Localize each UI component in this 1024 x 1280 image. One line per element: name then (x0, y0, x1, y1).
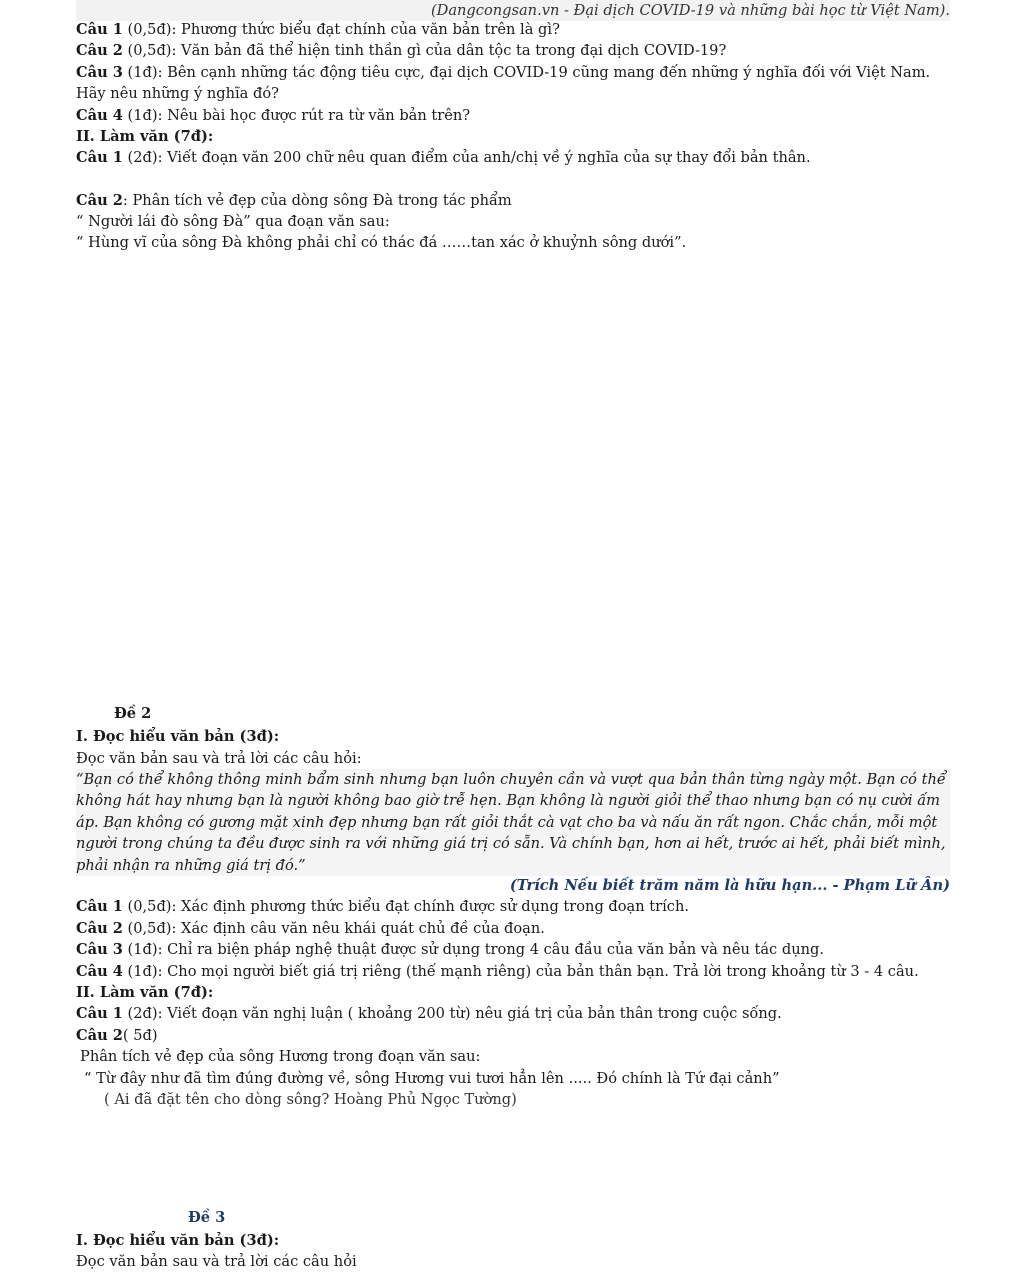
question-text: (1đ): Nêu bài học được rút ra từ văn bản trên? (122, 107, 471, 124)
question-label: Câu 3 (76, 941, 123, 958)
question-label: Câu 4 (76, 107, 123, 124)
question-label: Câu 2 (76, 192, 123, 209)
question-text: (0,5đ): Văn bản đã thể hiện tinh thần gì của dân tộc ta trong đại dịch COVID-19? (122, 42, 727, 59)
de1-question-2 (76, 40, 950, 61)
de2-writing-question-2-excerpt: “ Từ đây như đã tìm đúng đường về, sông Hương vui tươi hẳn lên ..... Đó chính là Tứ đại cảnh” (84, 1070, 780, 1087)
de2-section-writing-heading: II. Làm văn (7đ): (76, 984, 214, 1001)
de2-section-reading-heading: I. Đọc hiểu văn bản (3đ): (76, 728, 280, 745)
de2-question-3 (76, 939, 950, 960)
de3-instruction: Đọc văn bản sau và trả lời các câu hỏi (76, 1253, 357, 1270)
de1-writing-question-2-line2: “ Người lái đò sông Đà” qua đoạn văn sau: (76, 213, 390, 230)
question-text: (0,5đ): Xác định câu văn nêu khái quát chủ đề của đoạn. (122, 920, 545, 937)
de1-question-4 (76, 105, 950, 126)
question-label: Câu 4 (76, 963, 123, 980)
de3-title: Đề 3 (188, 1209, 226, 1226)
de2-instruction: Đọc văn bản sau và trả lời các câu hỏi: (76, 750, 362, 767)
question-text: (2đ): Viết đoạn văn 200 chữ nêu quan điểm của anh/chị về ý nghĩa của sự thay đổi bản thân. (122, 149, 811, 166)
de1-writing-question-1 (76, 147, 950, 168)
question-text: (0,5đ): Phương thức biểu đạt chính của văn bản trên là gì? (122, 21, 560, 38)
question-label: Câu 2 (76, 42, 123, 59)
de2-writing-question-2-line2: Phân tích vẻ đẹp của sông Hương trong đoạn văn sau: (80, 1048, 481, 1065)
question-label: Câu 1 (76, 898, 123, 915)
de2-question-4 (76, 961, 950, 982)
question-label: Câu 2 (76, 920, 123, 937)
question-text: ( 5đ) (122, 1027, 158, 1044)
question-text: (0,5đ): Xác định phương thức biểu đạt chính được sử dụng trong đoạn trích. (122, 898, 690, 915)
question-label: Câu 2 (76, 1027, 123, 1044)
de1-question-1 (76, 19, 950, 40)
question-text: (2đ): Viết đoạn văn nghị luận ( khoảng 200 từ) nêu giá trị của bản thân trong cuộc sống. (122, 1005, 782, 1022)
question-text: (1đ): Bên cạnh những tác động tiêu cực, đại dịch COVID-19 cũng mang đến những ý nghĩa đối với Việt Nam. Hãy nêu những ý nghĩa đó? (76, 64, 931, 103)
de2-writing-question-1 (76, 1003, 950, 1024)
question-label: Câu 1 (76, 21, 123, 38)
question-label: Câu 3 (76, 64, 123, 81)
de2-citation: (Trích Nếu biết trăm năm là hữu hạn... - Phạm Lữ Ân) (509, 877, 950, 894)
question-text: (1đ): Chỉ ra biện pháp nghệ thuật được sử dụng trong 4 câu đầu của văn bản và nêu tác dụng. (122, 941, 824, 958)
de3-section-reading-heading: I. Đọc hiểu văn bản (3đ): (76, 1232, 280, 1249)
de1-section-writing-heading: II. Làm văn (7đ): (76, 128, 214, 145)
source-citation: (Dangcongsan.vn - Đại dịch COVID-19 và những bài học từ Việt Nam). (76, 0, 950, 21)
de2-title: Đề 2 (114, 705, 152, 722)
question-label: Câu 1 (76, 1005, 123, 1022)
de2-question-2 (76, 918, 950, 939)
de2-writing-question-2 (76, 1025, 950, 1046)
de2-question-1 (76, 896, 950, 917)
question-text: : Phân tích vẻ đẹp của dòng sông Đà trong tác phẩm (122, 192, 512, 209)
de1-question-3 (76, 62, 950, 105)
de2-writing-question-2-source: ( Ai đã đặt tên cho dòng sông? Hoàng Phủ Ngọc Tường) (104, 1091, 517, 1108)
de2-passage: “Bạn có thể không thông minh bẩm sinh nhưng bạn luôn chuyên cần và vượt qua bản thân từng ngày một. Bạn có thể không hát hay nhưng bạn là người không bao giờ trễ hẹn. Bạn không là người giỏi thể thao nhưng bạn có nụ cười ấm áp. Bạn không có gương mặt xinh đẹp nhưng bạn rất giỏi thắt cà vạt cho ba và nấu ăn rất ngon. Chắc chắn, mỗi một người trong chúng ta đều được sinh ra với những giá trị có sẵn. Và chính bạn, hơn ai hết, trước ai hết, phải biết mình, phải nhận ra những giá trị đó.” (76, 769, 950, 876)
de1-writing-question-2-line3: “ Hùng vĩ của sông Đà không phải chỉ có thác đá ……tan xác ở khuỷnh sông dưới”. (76, 234, 687, 251)
de1-writing-question-2 (76, 190, 950, 211)
question-text: (1đ): Cho mọi người biết giá trị riêng (thế mạnh riêng) của bản thân bạn. Trả lời trong khoảng từ 3 - 4 câu. (122, 963, 919, 980)
question-label: Câu 1 (76, 149, 123, 166)
